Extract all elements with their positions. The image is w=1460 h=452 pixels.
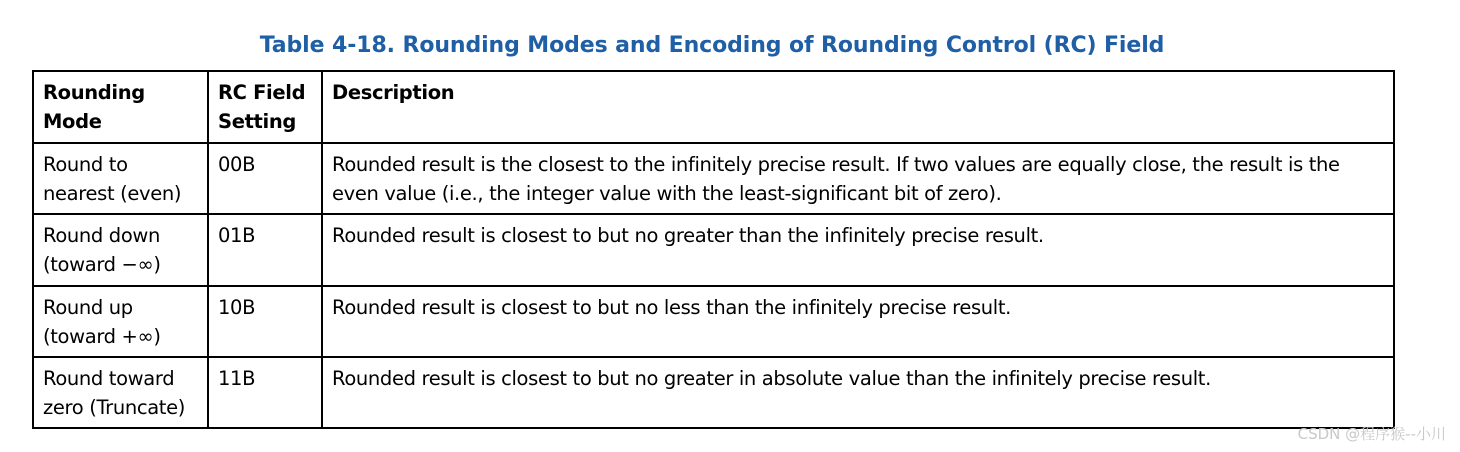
- table-row: [33, 286, 1394, 357]
- header-rc-field-line2: Setting: [218, 110, 296, 133]
- header-rounding-mode: [33, 71, 208, 143]
- table-header-row: [33, 71, 1394, 143]
- rounding-mode-line1: Round down: [43, 224, 161, 248]
- header-rounding-mode-line1: Rounding: [43, 81, 145, 104]
- header-rounding-mode-line2: Mode: [43, 110, 102, 133]
- rc-setting-cell: 11B: [208, 357, 322, 428]
- description-cell: Rounded result is closest to but no greater than the infinitely precise result.: [322, 214, 1394, 285]
- header-rc-field-line1: RC Field: [218, 81, 306, 104]
- table-row: [33, 143, 1394, 214]
- rounding-mode-line2: nearest (even): [43, 182, 182, 205]
- rounding-mode-line1: Round up: [43, 295, 133, 319]
- header-rc-field-setting: [208, 71, 322, 143]
- description-cell: Rounded result is the closest to the infinitely precise result. If two values are equally close, the result is the even value (i.e., the integer value with the least-significant bit of zero).: [322, 143, 1394, 214]
- table-row: [33, 357, 1394, 428]
- rounding-modes-table: [32, 70, 1395, 429]
- table-row: [33, 214, 1394, 285]
- rounding-mode-cell: [33, 143, 208, 214]
- rounding-mode-cell: [33, 286, 208, 357]
- rounding-mode-line2: (toward +∞): [43, 324, 161, 348]
- rounding-mode-line1: Round toward: [43, 366, 175, 390]
- rounding-mode-line2: (toward −∞): [43, 253, 161, 277]
- table-caption: Table 4-18. Rounding Modes and Encoding of Rounding Control (RC) Field: [259, 33, 1165, 58]
- rounding-mode-cell: [33, 357, 208, 428]
- rc-setting-cell: 00B: [208, 143, 322, 214]
- rc-setting-cell: 01B: [208, 214, 322, 285]
- rc-setting-cell: 10B: [208, 286, 322, 357]
- rounding-mode-line1: Round to: [43, 153, 128, 176]
- rounding-mode-cell: [33, 214, 208, 285]
- description-cell: Rounded result is closest to but no less than the infinitely precise result.: [322, 286, 1394, 357]
- description-cell: Rounded result is closest to but no greater in absolute value than the infinitely precise result.: [322, 357, 1394, 428]
- header-description: Description: [322, 71, 1394, 143]
- rounding-mode-line2: zero (Truncate): [43, 395, 186, 419]
- watermark: CSDN @程序猴--小川: [1297, 425, 1446, 443]
